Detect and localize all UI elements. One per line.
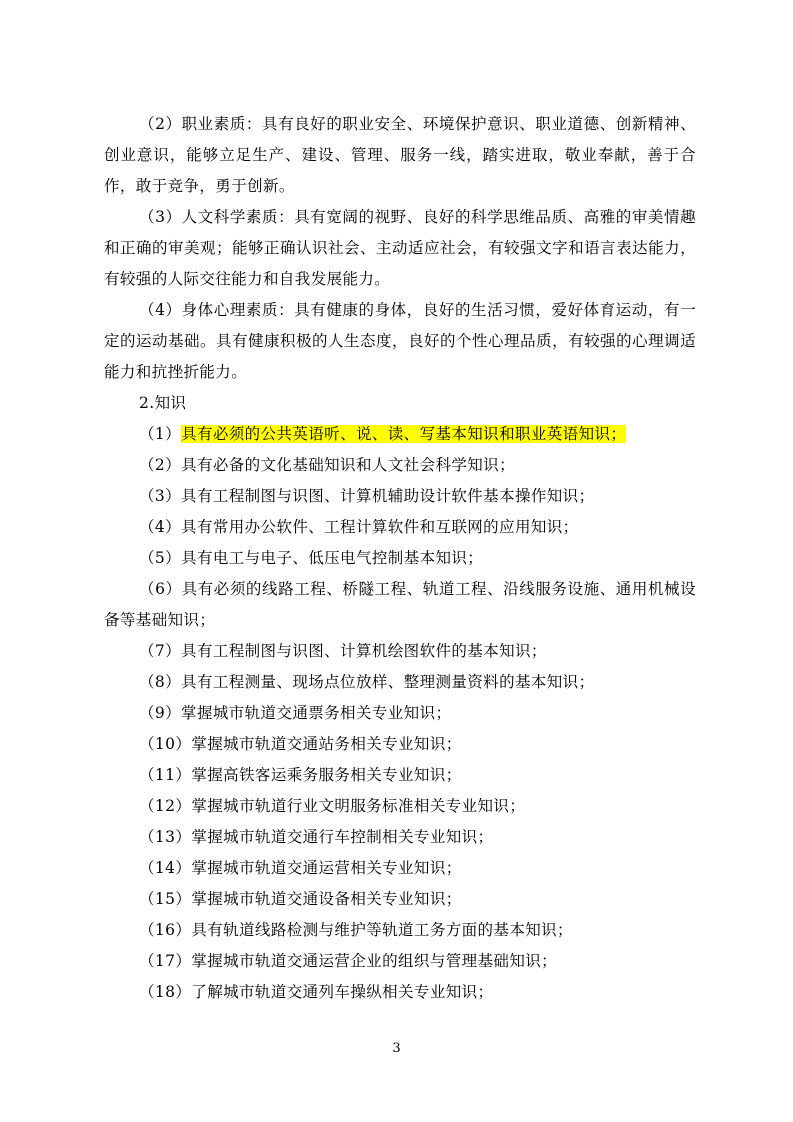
list-item: （12）掌握城市轨道行业文明服务标准相关专业知识； (139, 797, 526, 815)
list-item: （11）掌握高铁客运乘务服务相关专业知识； (139, 766, 462, 784)
list-item: （8）具有工程测量、现场点位放样、整理测量资料的基本知识； (139, 673, 595, 691)
list-item-number: （1） (139, 425, 182, 443)
section-heading: 2.知识 (139, 394, 187, 412)
paragraph: （3）人文科学素质：具有宽阔的视野、良好的科学思维品质、高雅的审美情趣和正确的审美观；能够正确认识社会、主动适应社会，有较强文字和语言表达能力，有较强的人际交往能力和自我发展能力。 (104, 208, 696, 288)
paragraph: （4）身体心理素质：具有健康的身体，良好的生活习惯，爱好体育运动，有一定的运动基础。具有健康积极的人生态度，良好的个性心理品质，有较强的心理调适能力和抗挫折能力。 (104, 301, 696, 381)
highlighted-text: 具有必须的公共英语听、说、读、写基本知识和职业英语知识； (181, 425, 627, 443)
list-item: （3）具有工程制图与识图、计算机辅助设计软件基本操作知识； (139, 487, 595, 505)
list-item: （16）具有轨道线路检测与维护等轨道工务方面的基本知识； (139, 921, 573, 939)
list-item: （4）具有常用办公软件、工程计算软件和互联网的应用知识； (139, 518, 579, 536)
page-number: 3 (392, 1041, 401, 1056)
list-item: （7）具有工程制图与识图、计算机绘图软件的基本知识； (139, 642, 547, 660)
list-item: （2）具有必备的文化基础知识和人文社会科学知识； (139, 456, 515, 474)
list-item: （18）了解城市轨道交通列车操纵相关专业知识； (139, 983, 494, 1001)
list-item: （17）掌握城市轨道交通运营企业的组织与管理基础知识； (139, 952, 558, 970)
paragraph: （2）职业素质：具有良好的职业安全、环境保护意识、职业道德、创新精神、创业意识，能够立足生产、建设、管理、服务一线，踏实进取，敬业奉献，善于合作，敢于竞争，勇于创新。 (104, 115, 696, 195)
list-item: （9）掌握城市轨道交通票务相关专业知识； (139, 704, 452, 722)
list-item: （13）掌握城市轨道交通行车控制相关专业知识； (139, 828, 494, 846)
list-item: （15）掌握城市轨道交通设备相关专业知识； (139, 890, 462, 908)
list-item: （14）掌握城市轨道交通运营相关专业知识； (139, 859, 462, 877)
paragraph: （6）具有必须的线路工程、桥隧工程、轨道工程、沿线服务设施、通用机械设备等基础知识； (104, 580, 696, 629)
list-item: （10）掌握城市轨道交通站务相关专业知识； (139, 735, 462, 753)
list-item-highlighted (104, 419, 696, 450)
list-item: （5）具有电工与电子、低压电气控制基本知识； (139, 549, 484, 567)
document-body (104, 109, 696, 1008)
